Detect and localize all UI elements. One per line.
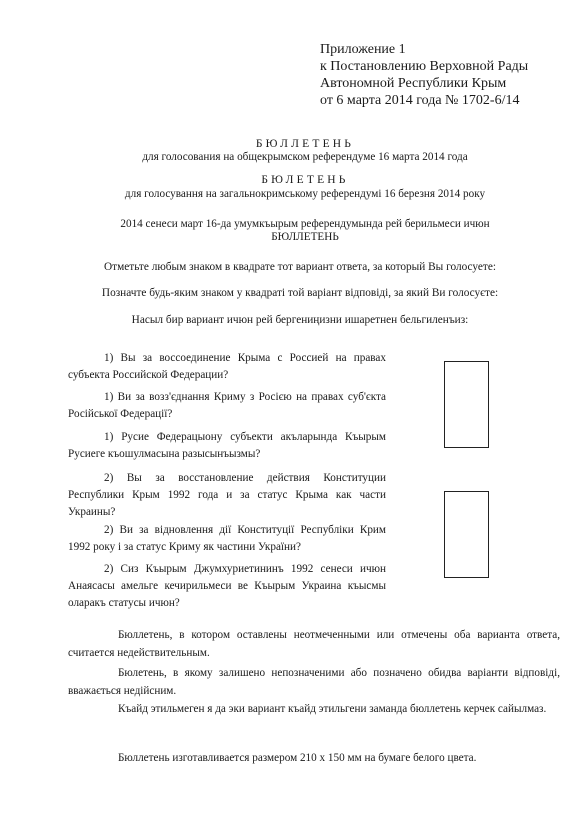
validity-note-crh: Къайд этильмеген я да эки вариант къайд этильгени заманда бюллетень керчек сайылмаз. <box>118 703 547 715</box>
ballot-title-uk: БЮЛЕТЕНЬ <box>261 174 349 186</box>
appendix-line: Приложение 1 <box>320 42 406 57</box>
instruction-crh: Насыл бир вариант ичюн рей бергениңизни ишаретнен бельгиленъиз: <box>131 314 469 326</box>
option1-question-uk: 1) Ви за возз'єднання Криму з Росією на правах суб'єкта Російської Федерації? <box>68 391 386 420</box>
option2-question-ru: 2) Вы за восстановление действия Конституции Республики Крым 1992 года и за статус Крыма как части Украины? <box>68 472 386 518</box>
appendix-line: к Постановлению Верховной Рады <box>320 59 529 74</box>
validity-note-uk: Бюлетень, в якому залишено непозначеними або позначено обидва варіанти відповіді, вважається недійсним. <box>68 667 560 697</box>
size-note: Бюллетень изготавливается размером 210 х 150 мм на бумаге белого цвета. <box>118 752 477 764</box>
instruction-uk: Позначте будь-яким знаком у квадраті той варіант відповіді, за який Ви голосуєте: <box>101 287 499 299</box>
instruction-ru: Отметьте любым знаком в квадрате тот вариант ответа, за который Вы голосуете: <box>104 261 496 273</box>
ballot-subtitle-ru: для голосования на общекрымском референдуме 16 марта 2014 года <box>142 151 468 163</box>
validity-note-ru: Бюллетень, в котором оставлены неотмеченными или отмечены оба варианта ответа, считается недействительным. <box>68 629 560 659</box>
option2-checkbox[interactable] <box>444 491 489 578</box>
appendix-header <box>320 41 528 109</box>
appendix-line: от 6 марта 2014 года № 1702-6/14 <box>320 93 520 108</box>
option2-question-uk: 2) Ви за відновлення дії Конституції Республіки Крим 1992 року і за статус Криму як частини України? <box>68 524 386 553</box>
ballot-subtitle-uk: для голосування на загальнокримському референдумі 16 березня 2014 року <box>124 188 486 200</box>
option1-checkbox[interactable] <box>444 361 489 448</box>
appendix-line: Автономной Республики Крым <box>320 76 507 91</box>
option1-question-ru: 1) Вы за воссоединение Крыма с Россией на правах субъекта Российской Федерации? <box>68 352 386 381</box>
ballot-title-crh: БЮЛЛЕТЕНЬ <box>271 231 339 243</box>
option2-question-crh: 2) Сиз Къырым Джумхуриетининъ 1992 сенеси ичюн Анаясасы амельге кечирильмеси ве Къырым Украина къысмы оларакъ статусы ичюн? <box>68 563 386 609</box>
ballot-title-ru: БЮЛЛЕТЕНЬ <box>255 138 355 150</box>
option1-question-crh: 1) Русие Федерацыону субъекти акъларында Къырым Русиеге къошулмасына разысынъызмы? <box>68 431 386 460</box>
ballot-subtitle-crh: 2014 сенеси март 16-да умумкъырым референдумында рей берильмеси ичюн <box>120 218 490 230</box>
